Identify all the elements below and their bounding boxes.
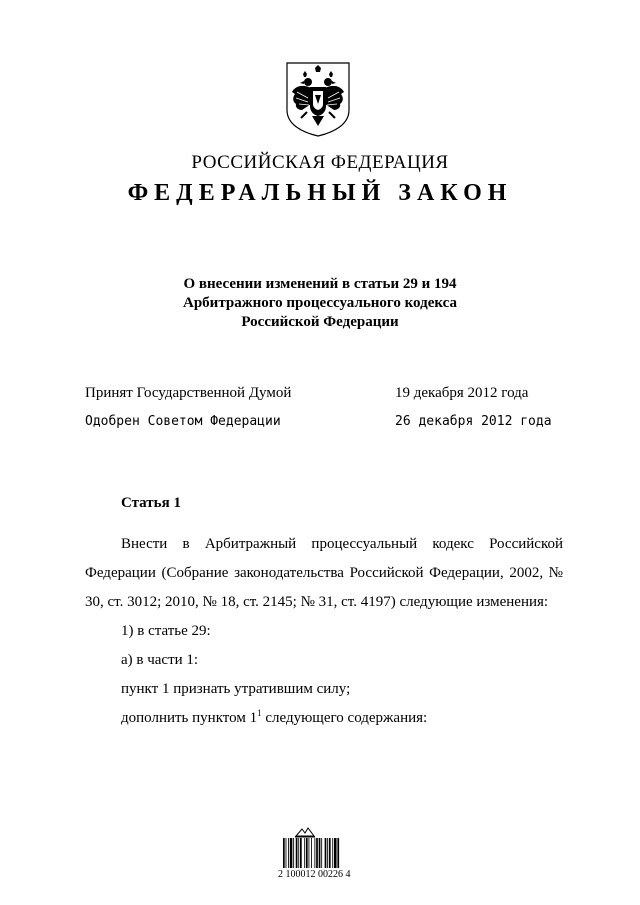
article-body — [85, 530, 563, 733]
item-add-superscript: 1 — [257, 708, 262, 718]
barcode-bar — [321, 838, 322, 868]
barcode-bar — [334, 838, 337, 868]
law-title-line: Российской Федерации — [241, 314, 399, 330]
article-heading: Статья 1 — [121, 495, 181, 511]
double-headed-eagle-icon — [283, 60, 353, 138]
barcode-bar — [296, 838, 298, 868]
article-intro-paragraph: Внести в Арбитражный процессуальный кодекс Российской Федерации (Собрание законодательства Российской Федерации, 2002, № 30, ст. 3012; 2010, № 18, ст. 2145; № 31, ст. 4197) следующие изменения: — [85, 536, 563, 610]
country-name: РОССИЙСКАЯ ФЕДЕРАЦИЯ — [191, 152, 449, 173]
duma-label: Принят Государственной Думой — [85, 385, 292, 401]
barcode-bar — [337, 838, 339, 868]
barcode-bar — [290, 838, 293, 868]
barcode-bar — [309, 838, 310, 868]
item-add-suffix: следующего содержания: — [261, 710, 428, 726]
barcode-bar — [329, 838, 331, 868]
barcode-bar — [304, 838, 305, 868]
barcode-bar — [332, 838, 333, 868]
barcode-bar — [283, 838, 285, 868]
barcode-bars — [282, 838, 362, 868]
barcode-bar — [325, 838, 327, 868]
barcode-bar — [316, 838, 318, 868]
duma-date: 19 декабря 2012 года — [395, 385, 529, 401]
archive-logo-icon — [294, 826, 316, 838]
item-add-prefix: дополнить пунктом 1 — [121, 710, 258, 726]
barcode-bar — [314, 838, 315, 868]
barcode-bar — [300, 838, 302, 868]
barcode-bar — [327, 838, 328, 868]
barcode — [278, 826, 362, 882]
adoption-council-row — [85, 414, 565, 434]
article-item-add — [85, 704, 563, 733]
barcode-bar — [286, 838, 287, 868]
article-item-1: 1) в статье 29: — [121, 623, 211, 639]
law-title — [150, 275, 490, 332]
barcode-bar — [311, 838, 312, 868]
barcode-bar — [319, 838, 321, 868]
council-label: Одобрен Советом Федерации — [85, 414, 281, 429]
law-title-line: О внесении изменений в статьи 29 и 194 — [183, 276, 457, 292]
council-date: 26 декабря 2012 года — [395, 414, 552, 429]
adoption-duma-row — [85, 385, 565, 405]
law-title-line: Арбитражного процессуального кодекса — [183, 295, 457, 311]
law-type-heading: ФЕДЕРАЛЬНЫЙ ЗАКОН — [127, 180, 513, 206]
barcode-bar — [288, 838, 289, 868]
barcode-number: 2 100012 00226 4 — [278, 869, 351, 880]
article-item-p1: пункт 1 признать утратившим силу; — [121, 681, 351, 697]
barcode-bar — [293, 838, 294, 868]
barcode-bar — [306, 838, 308, 868]
article-item-a: а) в части 1: — [121, 652, 199, 668]
barcode-bar — [298, 838, 299, 868]
coat-of-arms-emblem — [283, 60, 353, 138]
